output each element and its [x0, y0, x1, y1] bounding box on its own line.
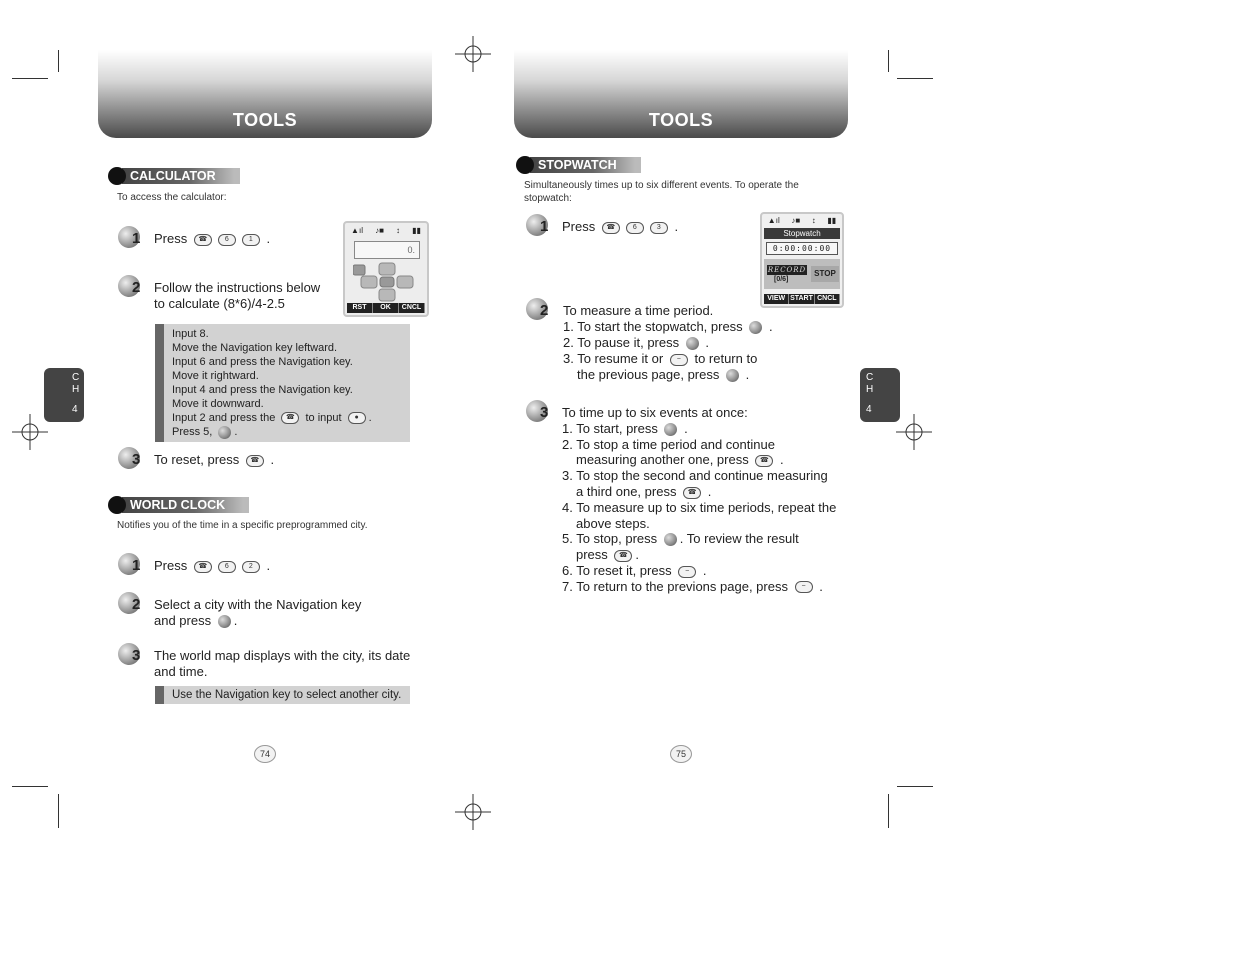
stopwatch-screen: [760, 212, 844, 308]
softkey-rst[interactable]: RST: [347, 303, 373, 313]
registration-mark: [455, 36, 491, 72]
clear-key-icon: −: [670, 354, 688, 366]
step-badge: 1: [118, 226, 148, 252]
menu-key-icon: ☎: [755, 455, 773, 467]
crop-mark: [888, 794, 889, 828]
step-badge: 3: [118, 643, 148, 669]
status-bar: ▲ıl ♪■ ↕ ▮▮: [351, 226, 421, 235]
left-page-title: TOOLS: [232, 110, 298, 130]
step-badge: 3: [118, 447, 148, 473]
number-key-icon: 1: [242, 234, 260, 246]
crop-mark: [888, 50, 889, 72]
stopwatch-step3: To time up to six events at once: 1. To start, press . 2. To stop a time period and continue measuring another one, press ☎ . 3. To stop the second and continue measuring a third one, press ☎ . 4. To measure up to six time periods, repeat the above steps. 5. To stop, press . To review the result press ☎ . 6. To reset it, press − . 7. To return to the previons page, press − .: [562, 405, 837, 594]
clear-key-icon: −: [795, 581, 813, 593]
calculator-step1: Press ☎ 6 1 .: [154, 231, 271, 246]
stopwatch-description: Simultaneously times up to six different events. To operate the stopwatch:: [524, 180, 799, 204]
right-header-banner: [514, 50, 848, 138]
softkey-cncl[interactable]: CNCL: [399, 303, 425, 313]
ok-key-icon: [664, 533, 677, 546]
world-clock-step3: The world map displays with the city, its date and time.: [154, 648, 411, 679]
softkey-bar: [764, 294, 840, 304]
stopwatch-step1: Press ☎ 6 3 .: [562, 219, 679, 234]
stopwatch-time: 0:00:00:00: [766, 242, 838, 255]
calculator-instructions-box: Input 8. Move the Navigation key leftward. Input 6 and press the Navigation key. Move it rightward. Input 4 and press the Navigation key. Move it downward. Input 2 and press the ☎ to input ● . Press 5, .: [155, 324, 410, 442]
ok-key-icon: [218, 426, 231, 439]
calculator-display: 0.: [354, 241, 420, 259]
ok-key-icon: [218, 615, 231, 628]
menu-key-icon: ☎: [602, 222, 620, 234]
world-clock-description: Notifies you of the time in a specific preprogrammed city.: [117, 520, 368, 531]
status-bar: ▲ıl ♪■ ↕ ▮▮: [767, 216, 837, 225]
calculator-step3: To reset, press ☎ .: [154, 452, 275, 467]
menu-key-icon: ☎: [194, 561, 212, 573]
softkey-cncl[interactable]: CNCL: [815, 294, 840, 304]
page-number-right: 75: [670, 745, 692, 763]
step-badge: 1: [526, 214, 556, 240]
world-clock-section-label: WORLD CLOCK: [108, 496, 249, 514]
step-badge: 2: [118, 275, 148, 301]
number-key-icon: 6: [626, 222, 644, 234]
left-header-banner: [98, 50, 432, 138]
registration-mark: [12, 414, 48, 450]
registration-mark: [455, 794, 491, 830]
softkey-view[interactable]: VIEW: [764, 294, 789, 304]
world-clock-step2: Select a city with the Navigation key and press .: [154, 597, 362, 628]
crop-mark: [897, 786, 933, 787]
ok-key-icon: [726, 369, 739, 382]
stop-button[interactable]: STOP: [811, 266, 839, 282]
record-label: RECORD: [767, 266, 807, 274]
calculator-screen: [343, 221, 429, 317]
crop-mark: [12, 78, 48, 79]
calculator-description: To access the calculator:: [117, 192, 227, 203]
calculator-section-label: CALCULATOR: [108, 167, 240, 185]
right-page-title: TOOLS: [648, 110, 714, 130]
operator-key-icon: ●: [348, 412, 366, 424]
crop-mark: [12, 786, 48, 787]
step-badge: 2: [526, 298, 556, 324]
stopwatch-title: Stopwatch: [764, 228, 840, 239]
crop-mark: [897, 78, 933, 79]
world-clock-note: Use the Navigation key to select another city.: [155, 686, 410, 704]
softkey-ok[interactable]: OK: [373, 303, 399, 313]
bullet-icon: [516, 156, 534, 174]
step-badge: 2: [118, 592, 148, 618]
chapter-tab-right: C H 4: [860, 368, 900, 422]
number-key-icon: 2: [242, 561, 260, 573]
stopwatch-step2: To measure a time period. 1. To start the stopwatch, press . 2. To pause it, press . 3. To resume it or − to return to the previous page, press .: [563, 303, 773, 382]
ok-key-icon: [686, 337, 699, 350]
calculator-step2: Follow the instructions below to calculate (8*6)/4-2.5: [154, 280, 321, 311]
stopwatch-section-label: STOPWATCH: [516, 156, 641, 174]
clear-key-icon: −: [678, 566, 696, 578]
bullet-icon: [108, 496, 126, 514]
ok-key-icon: [749, 321, 762, 334]
crop-mark: [58, 794, 59, 828]
crop-mark: [58, 50, 59, 72]
chapter-tab-left: C H 4: [44, 368, 84, 422]
step-badge: 1: [118, 553, 148, 579]
menu-key-icon: ☎: [614, 550, 632, 562]
step-badge: 3: [526, 400, 556, 426]
send-key-icon: ☎: [281, 412, 299, 424]
number-key-icon: 6: [218, 561, 236, 573]
world-clock-step1: Press ☎ 6 2 .: [154, 558, 271, 573]
menu-key-icon: ☎: [194, 234, 212, 246]
bullet-icon: [108, 167, 126, 185]
softkey-bar: [347, 303, 425, 313]
registration-mark: [896, 414, 932, 450]
navigation-key-icon: [353, 261, 423, 303]
softkey-start[interactable]: START: [790, 295, 813, 302]
number-key-icon: 6: [218, 234, 236, 246]
number-key-icon: 3: [650, 222, 668, 234]
menu-key-icon: ☎: [683, 487, 701, 499]
ok-key-icon: [664, 423, 677, 436]
menu-key-icon: ☎: [246, 455, 264, 467]
page-number-left: 74: [254, 745, 276, 763]
record-count: [0/6]: [774, 276, 789, 283]
